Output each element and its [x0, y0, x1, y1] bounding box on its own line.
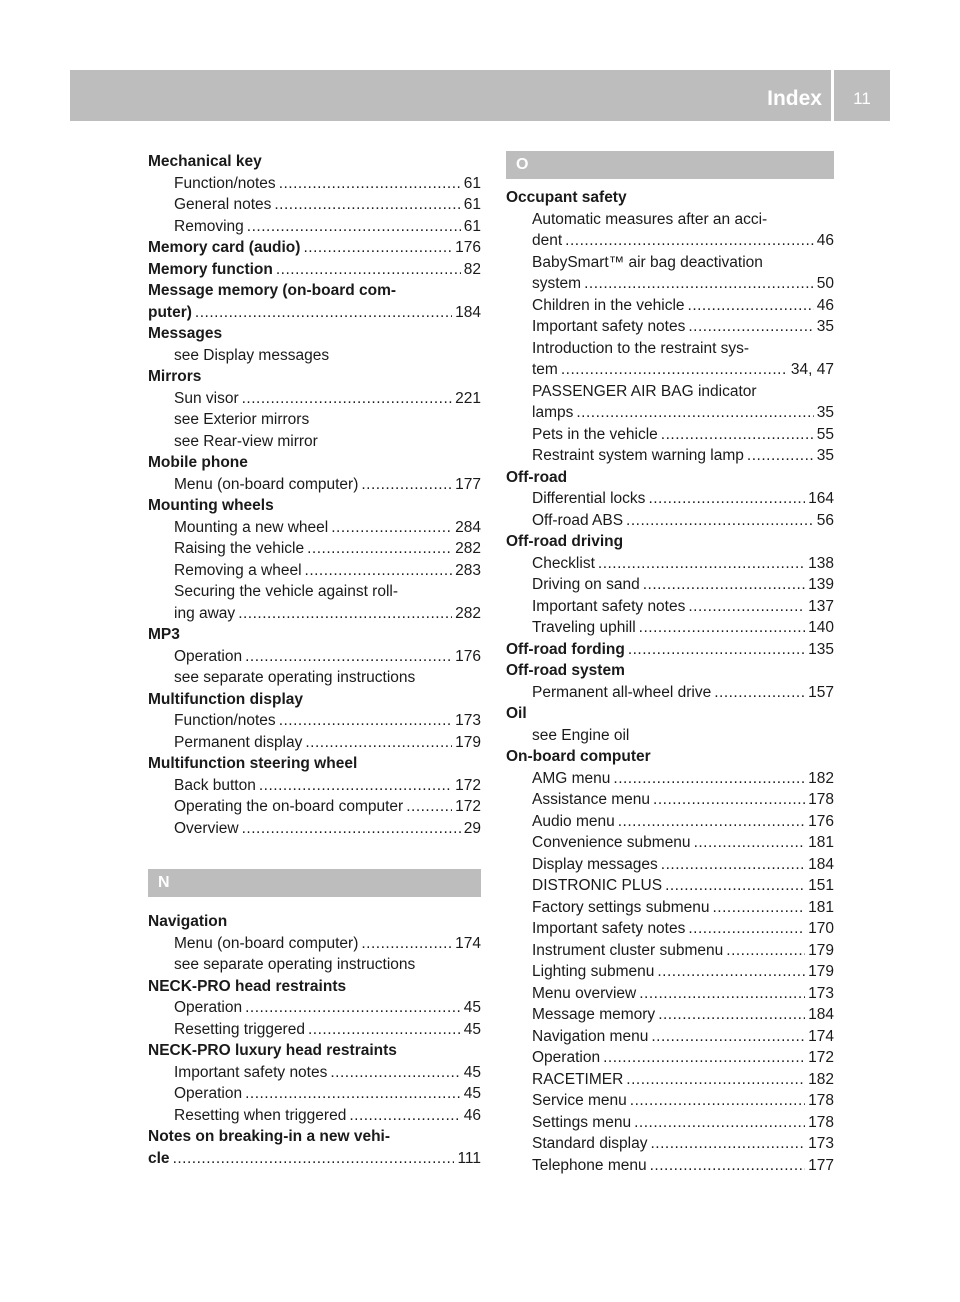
index-subentry-label: Raising the vehicle	[174, 540, 305, 557]
index-subentry[interactable]	[506, 424, 834, 446]
page-ref: 181	[808, 898, 834, 916]
index-term-entry[interactable]	[506, 639, 834, 661]
index-subentry-label: Settings menu	[532, 1113, 632, 1131]
index-subentry[interactable]	[148, 517, 481, 539]
index-subentry-label: Important safety notes	[532, 318, 686, 335]
leader-dots	[726, 940, 805, 962]
leader-dots	[639, 983, 805, 1005]
index-term-entry-label: cle	[148, 1149, 170, 1167]
index-subentry-label: Removing	[174, 217, 244, 235]
index-subentry-label: Mounting a new wheel	[174, 518, 329, 536]
index-subentry-label: Operation	[174, 999, 243, 1016]
index-subentry-label: Permanent all-wheel drive	[532, 683, 712, 701]
index-subentry-label: Resetting triggered	[174, 1020, 305, 1038]
page-ref: 177	[808, 1156, 834, 1174]
index-term-entry-label: Off-road fording	[506, 640, 625, 658]
index-term: Mounting wheels	[148, 497, 274, 514]
leader-dots	[626, 510, 814, 532]
index-column-right	[506, 151, 834, 1176]
leader-dots	[650, 1133, 805, 1155]
leader-dots	[650, 1155, 806, 1177]
index-subentry[interactable]	[148, 796, 481, 818]
index-term: Off-road system	[506, 662, 625, 679]
page-ref: 221	[455, 389, 481, 407]
leader-dots	[688, 295, 814, 317]
leader-dots	[643, 574, 805, 596]
index-subentry[interactable]	[506, 359, 834, 381]
page-header	[70, 70, 890, 121]
index-subentry[interactable]	[506, 295, 834, 317]
index-subentry-label: Instrument cluster submenu	[532, 941, 724, 959]
index-subentry-label: Permanent display	[174, 733, 303, 751]
page-ref: 178	[808, 1092, 834, 1109]
index-see-reference: see Engine oil	[532, 726, 630, 744]
index-subentry[interactable]	[506, 574, 834, 596]
page-ref: 61	[463, 196, 481, 213]
page-ref: 282	[455, 540, 481, 557]
page-ref: 184	[808, 1006, 834, 1023]
index-subentry[interactable]	[506, 1090, 834, 1112]
leader-dots	[653, 789, 805, 811]
index-subentry: Introduction to the restraint sys-	[532, 339, 750, 357]
leader-dots	[303, 237, 452, 259]
index-subentry[interactable]	[506, 940, 834, 962]
leader-dots	[613, 768, 805, 790]
page-ref: 135	[808, 640, 834, 658]
index-subentry-label: Driving on sand	[532, 576, 640, 593]
index-see-reference: see Exterior mirrors	[174, 411, 310, 428]
index-term: MP3	[148, 626, 180, 643]
index-subentry-label: tem	[532, 361, 558, 378]
page-ref: 176	[455, 647, 481, 665]
index-term-entry[interactable]	[148, 237, 481, 259]
page-ref: 284	[455, 518, 481, 536]
index-subentry[interactable]	[148, 818, 481, 840]
index-term: Mechanical key	[148, 153, 262, 170]
page-ref: 137	[808, 597, 834, 615]
leader-dots	[247, 216, 461, 238]
page-ref: 34, 47	[790, 361, 834, 378]
index-subentry[interactable]	[506, 1047, 834, 1069]
leader-dots	[245, 1083, 461, 1105]
leader-dots	[639, 617, 805, 639]
index-term: Mobile phone	[148, 454, 248, 471]
index-term-entry[interactable]	[148, 1148, 481, 1170]
page-ref: 45	[463, 1085, 481, 1102]
leader-dots	[618, 811, 805, 833]
index-subentry-label: ing away	[174, 604, 236, 622]
index-subentry[interactable]	[506, 510, 834, 532]
leader-dots	[648, 488, 805, 510]
index-subentry: Automatic measures after an acci-	[532, 210, 768, 228]
page-ref: 46	[816, 296, 834, 314]
leader-dots	[630, 1090, 805, 1112]
index-subentry[interactable]	[148, 710, 481, 732]
page-ref: 46	[463, 1106, 481, 1124]
index-subentry-label: Audio menu	[532, 812, 615, 830]
page-ref: 164	[808, 490, 834, 507]
page-ref: 139	[808, 576, 834, 593]
index-subentry-label: Differential locks	[532, 490, 646, 507]
index-term: Off-road driving	[506, 533, 624, 550]
index-subentry-label: Important safety notes	[174, 1063, 328, 1081]
leader-dots	[665, 875, 805, 897]
index-subentry[interactable]	[506, 596, 834, 618]
index-see-reference: see separate operating instructions	[174, 956, 416, 973]
index-subentry[interactable]	[148, 732, 481, 754]
index-subentry-label: Back button	[174, 776, 256, 794]
page-ref: 55	[816, 425, 834, 443]
index-column-left	[148, 151, 481, 1169]
index-subentry[interactable]	[148, 1062, 481, 1084]
leader-dots	[305, 560, 453, 582]
index-subentry-label: Pets in the vehicle	[532, 425, 658, 443]
page-ref: 174	[455, 934, 481, 952]
index-subentry: Securing the vehicle against roll-	[174, 583, 399, 600]
leader-dots	[330, 1062, 460, 1084]
index-term: On-board computer	[506, 748, 651, 765]
index-subentry[interactable]	[148, 1105, 481, 1127]
leader-dots	[576, 402, 813, 424]
index-subentry-label: Operation	[532, 1049, 601, 1066]
index-subentry[interactable]	[506, 789, 834, 811]
index-subentry-label: system	[532, 275, 582, 292]
index-subentry: BabySmart™ air bag deactivation	[532, 253, 763, 271]
leader-dots	[714, 682, 805, 704]
index-term: NECK-PRO head restraints	[148, 977, 347, 995]
index-term: Oil	[506, 705, 527, 722]
page-ref: 178	[808, 791, 834, 808]
leader-dots	[276, 259, 461, 281]
index-subentry-label: Menu (on-board computer)	[174, 934, 359, 952]
index-subentry[interactable]	[506, 1155, 834, 1177]
index-subentry[interactable]	[148, 1019, 481, 1041]
index-subentry[interactable]	[506, 617, 834, 639]
leader-dots	[657, 961, 805, 983]
index-subentry[interactable]	[506, 811, 834, 833]
index-subentry[interactable]	[506, 897, 834, 919]
page-ref: 140	[808, 619, 834, 636]
page-ref: 179	[455, 733, 481, 751]
leader-dots	[688, 316, 813, 338]
page-ref: 29	[463, 819, 481, 837]
index-term: Multifunction steering wheel	[148, 755, 358, 772]
index-subentry-label: Restraint system warning lamp	[532, 447, 744, 464]
leader-dots	[661, 424, 814, 446]
index-term: Message memory (on-board com-	[148, 282, 397, 299]
index-subentry[interactable]	[506, 854, 834, 876]
index-subentry-label: lamps	[532, 404, 574, 421]
page-ref: 157	[808, 683, 834, 701]
index-subentry-label: Function/notes	[174, 174, 276, 192]
leader-dots	[173, 1148, 455, 1170]
index-subentry[interactable]	[148, 1083, 481, 1105]
index-subentry[interactable]	[506, 1026, 834, 1048]
index-subentry[interactable]	[506, 1133, 834, 1155]
leader-dots	[565, 230, 814, 252]
page-ref: 283	[455, 561, 481, 579]
page-ref: 178	[808, 1113, 834, 1131]
leader-dots	[305, 732, 452, 754]
index-subentry[interactable]	[506, 488, 834, 510]
index-subentry-label: Traveling uphill	[532, 619, 636, 636]
index-subentry[interactable]	[506, 983, 834, 1005]
page-ref: 173	[808, 984, 834, 1002]
leader-dots	[331, 517, 452, 539]
index-subentry[interactable]	[506, 1069, 834, 1091]
index-subentry-label: RACETIMER	[532, 1070, 624, 1088]
page-ref: 176	[808, 812, 834, 830]
leader-dots	[694, 832, 806, 854]
index-term: Messages	[148, 325, 223, 342]
index-subentry[interactable]	[506, 402, 834, 424]
index-subentry-label: AMG menu	[532, 769, 611, 787]
page-ref: 111	[457, 1149, 481, 1167]
page-ref: 174	[808, 1027, 834, 1045]
leader-dots	[361, 933, 452, 955]
index-subentry-label: Display messages	[532, 855, 658, 873]
section-header-o: O	[506, 151, 834, 179]
page-ref: 179	[808, 963, 834, 980]
index-subentry-label: Overview	[174, 819, 239, 837]
leader-dots	[661, 854, 805, 876]
leader-dots	[242, 818, 461, 840]
page-ref: 151	[808, 877, 834, 894]
index-subentry[interactable]	[506, 768, 834, 790]
entry-list-o	[506, 187, 834, 1176]
index-subentry[interactable]	[148, 173, 481, 195]
leader-dots	[245, 997, 461, 1019]
leader-dots	[259, 775, 452, 797]
spacer	[148, 897, 481, 911]
leader-dots	[245, 646, 452, 668]
index-subentry-label: Assistance menu	[532, 791, 651, 808]
index-subentry-label: Factory settings submenu	[532, 898, 710, 916]
index-subentry-label: Menu (on-board computer)	[174, 475, 359, 493]
page-ref: 184	[455, 303, 481, 321]
leader-dots	[238, 603, 452, 625]
page-ref: 45	[463, 1063, 481, 1081]
index-subentry-label: Children in the vehicle	[532, 296, 685, 314]
leader-dots	[658, 1004, 805, 1026]
page-ref: 173	[455, 712, 481, 729]
page-ref: 82	[463, 260, 481, 278]
leader-dots	[626, 1069, 805, 1091]
index-subentry[interactable]	[148, 474, 481, 496]
leader-dots	[688, 596, 805, 618]
index-term: Navigation	[148, 913, 228, 930]
leader-dots	[651, 1026, 805, 1048]
page-ref: 45	[463, 999, 481, 1016]
index-term-entry-label: Memory card (audio)	[148, 239, 301, 256]
index-subentry[interactable]	[506, 918, 834, 940]
section-header-n: N	[148, 869, 481, 897]
page-ref: 184	[808, 855, 834, 873]
index-subentry-label: Operating the on-board computer	[174, 798, 404, 815]
index-subentry[interactable]	[506, 273, 834, 295]
page-ref: 173	[808, 1135, 834, 1152]
index-subentry[interactable]	[506, 1112, 834, 1134]
index-subentry[interactable]	[148, 216, 481, 238]
index-subentry[interactable]	[506, 961, 834, 983]
index-term: Occupant safety	[506, 189, 627, 206]
index-subentry-label: Lighting submenu	[532, 963, 655, 980]
index-subentry-label: Important safety notes	[532, 920, 686, 937]
index-term-entry-label: puter)	[148, 303, 192, 321]
index-subentry[interactable]	[148, 603, 481, 625]
index-see-reference: see Display messages	[174, 346, 330, 364]
index-term-entry[interactable]	[148, 302, 481, 324]
index-subentry-label: Checklist	[532, 554, 595, 572]
index-term: Multifunction display	[148, 690, 303, 708]
leader-dots	[628, 639, 805, 661]
index-subentry-label: Important safety notes	[532, 597, 686, 615]
index-term: Notes on breaking-in a new vehi-	[148, 1128, 391, 1145]
index-subentry[interactable]	[148, 775, 481, 797]
index-subentry[interactable]	[506, 832, 834, 854]
index-subentry[interactable]	[506, 1004, 834, 1026]
page-ref: 176	[455, 239, 481, 256]
leader-dots	[242, 388, 453, 410]
page-ref: 181	[808, 834, 834, 851]
index-subentry-label: DISTRONIC PLUS	[532, 877, 663, 894]
page-ref: 138	[808, 554, 834, 572]
leader-dots	[712, 897, 805, 919]
index-subentry-label: Off-road ABS	[532, 511, 624, 529]
entry-list-n	[148, 911, 481, 1169]
spacer	[506, 179, 834, 187]
index-subentry-label: Telephone menu	[532, 1156, 647, 1174]
page-ref: 61	[463, 174, 481, 192]
index-subentry-label: Service menu	[532, 1092, 627, 1109]
page-ref: 182	[808, 769, 834, 787]
leader-dots	[279, 173, 461, 195]
page-ref: 61	[463, 217, 481, 235]
page-ref: 35	[816, 318, 834, 335]
index-term-entry[interactable]	[148, 259, 481, 281]
leader-dots	[634, 1112, 805, 1134]
index-subentry[interactable]	[506, 682, 834, 704]
page-ref: 46	[816, 232, 834, 249]
leader-dots	[307, 538, 452, 560]
leader-dots	[584, 273, 814, 295]
page-ref: 172	[455, 776, 481, 794]
leader-dots	[279, 710, 452, 732]
index-subentry[interactable]	[148, 538, 481, 560]
index-subentry-label: Menu overview	[532, 984, 637, 1002]
index-subentry-label: Standard display	[532, 1135, 648, 1152]
page-ref: 35	[816, 447, 834, 464]
index-subentry[interactable]	[506, 445, 834, 467]
index-subentry[interactable]	[506, 553, 834, 575]
page-number: 11	[853, 89, 871, 108]
index-subentry-label: Convenience submenu	[532, 834, 691, 851]
index-subentry-label: Operation	[174, 1085, 243, 1102]
page-ref: 182	[808, 1070, 834, 1088]
index-subentry[interactable]	[148, 646, 481, 668]
page-ref: 177	[455, 475, 481, 493]
spacer	[148, 839, 481, 869]
index-subentry-label: Removing a wheel	[174, 561, 302, 579]
index-subentry-label: Sun visor	[174, 389, 239, 407]
leader-dots	[598, 553, 805, 575]
page-ref: 170	[808, 920, 834, 937]
index-subentry[interactable]	[148, 997, 481, 1019]
index-subentry-label: Message memory	[532, 1006, 656, 1023]
index-see-reference: see separate operating instructions	[174, 669, 416, 686]
index-subentry[interactable]	[148, 560, 481, 582]
leader-dots	[747, 445, 814, 467]
page-ref: 35	[816, 404, 834, 421]
index-subentry-label: dent	[532, 232, 563, 249]
page-ref: 56	[816, 511, 834, 529]
page-ref: 45	[463, 1020, 481, 1038]
index-subentry[interactable]	[506, 875, 834, 897]
leader-dots	[561, 359, 788, 381]
entry-list-m	[148, 151, 481, 839]
index-subentry: PASSENGER AIR BAG indicator	[532, 382, 757, 400]
index-subentry[interactable]	[506, 230, 834, 252]
index-see-reference: see Rear-view mirror	[174, 432, 318, 450]
page-ref: 50	[816, 275, 834, 292]
leader-dots	[361, 474, 452, 496]
leader-dots	[349, 1105, 460, 1127]
index-subentry-label: Resetting when triggered	[174, 1106, 347, 1124]
leader-dots	[406, 796, 452, 818]
leader-dots	[688, 918, 805, 940]
index-subentry[interactable]	[506, 316, 834, 338]
index-subentry-label: Function/notes	[174, 712, 276, 729]
page-ref: 282	[455, 604, 481, 622]
leader-dots	[195, 302, 452, 324]
page-ref: 179	[808, 941, 834, 959]
index-subentry-label: Operation	[174, 647, 243, 665]
index-term: NECK-PRO luxury head restraints	[148, 1042, 397, 1059]
index-subentry-label: Navigation menu	[532, 1027, 649, 1045]
index-subentry-label: General notes	[174, 196, 272, 213]
leader-dots	[308, 1019, 461, 1041]
index-subentry[interactable]	[148, 388, 481, 410]
page-title: Index	[767, 87, 822, 110]
leader-dots	[603, 1047, 805, 1069]
index-term-entry-label: Memory function	[148, 260, 273, 278]
index-term: Off-road	[506, 468, 568, 486]
leader-dots	[274, 194, 460, 216]
index-subentry[interactable]	[148, 194, 481, 216]
index-subentry[interactable]	[148, 933, 481, 955]
page-ref: 172	[455, 798, 481, 815]
page-ref: 172	[808, 1049, 834, 1066]
index-term: Mirrors	[148, 368, 202, 385]
